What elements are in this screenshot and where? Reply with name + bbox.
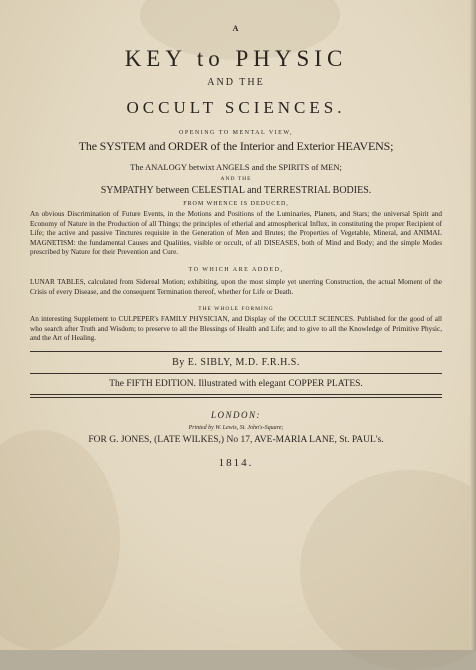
paper-stain (300, 470, 476, 670)
title-block (30, 18, 442, 469)
publisher-line: FOR G. JONES, (LATE WILKES,) No 17, AVE-MARIA LANE, St. PAUL's. (88, 434, 384, 445)
printer-line: Printed by W. Lewis, St. John's-Square; (188, 424, 284, 431)
lunar-tables-paragraph: LUNAR TABLES, calculated from Sidereal Motion; exhibiting, upon the most simple yet unerring Construction, the actual Moment of the Crisis of every Disease, and the consequent Termination thereof, whether for Life or Death. (30, 277, 442, 296)
publication-year: 1814. (218, 456, 254, 469)
deduced-paragraph: An obvious Discrimination of Future Events, in the Motions and Positions of the Luminaries, Planets, and Stars; the universal Spirit and Economy of Nature in the Production of all Things; the principles of etherial and atmospherical Influx, in constituting the proper Recipient of Life; the active and passive Tinctures requisite in the Generation of Men and Brutes; the Properties of Vegetable, Mineral, and ANIMAL MAGNETISM: the fundamental Causes and Qualities, visible or occult, of all DISEASES, both of Mind and Body; and the simple Modes prescribed by Nature for their Prevention and Cure. (30, 210, 442, 257)
imprint-city: LONDON: (210, 409, 261, 420)
title-connector: AND THE (207, 77, 265, 88)
main-title: KEY to PHYSIC (124, 46, 348, 71)
edition-line: The FIFTH EDITION. Illustrated with elegant COPPER PLATES. (109, 378, 363, 389)
and-the-small: AND THE (220, 176, 252, 182)
sympathy-line: SYMPATHY between CELESTIAL and TERRESTRIAL BODIES. (100, 185, 372, 196)
whole-forming-heading: THE WHOLE FORMING (198, 306, 274, 313)
double-divider-rule (30, 394, 442, 398)
added-heading: TO WHICH ARE ADDED, (188, 266, 284, 273)
supplement-paragraph: An interesting Supplement to CULPEPER's FAMILY PHYSICIAN, and Display of the OCCULT SCIENCES. Published for the good of all who search after Truth and Wisdom; to preserve to all the Blessings of Health and Life; and to give to all the Knowledge of Primitive Physic, and the Art of Healing. (30, 315, 442, 343)
opening-heading: OPENING TO MENTAL VIEW, (179, 130, 293, 136)
system-line: The SYSTEM and ORDER of the Interior and Exterior HEAVENS; (78, 139, 394, 153)
title-article: A (232, 24, 240, 33)
author-line: By E. SIBLY, M.D. F.R.H.S. (172, 356, 300, 368)
analogy-line: The ANALOGY betwixt ANGELS and the SPIRITS of MEN; (130, 162, 342, 172)
page-edge (470, 0, 476, 650)
subtitle: OCCULT SCIENCES. (126, 98, 346, 117)
whence-heading: FROM WHENCE IS DEDUCED, (183, 201, 289, 207)
